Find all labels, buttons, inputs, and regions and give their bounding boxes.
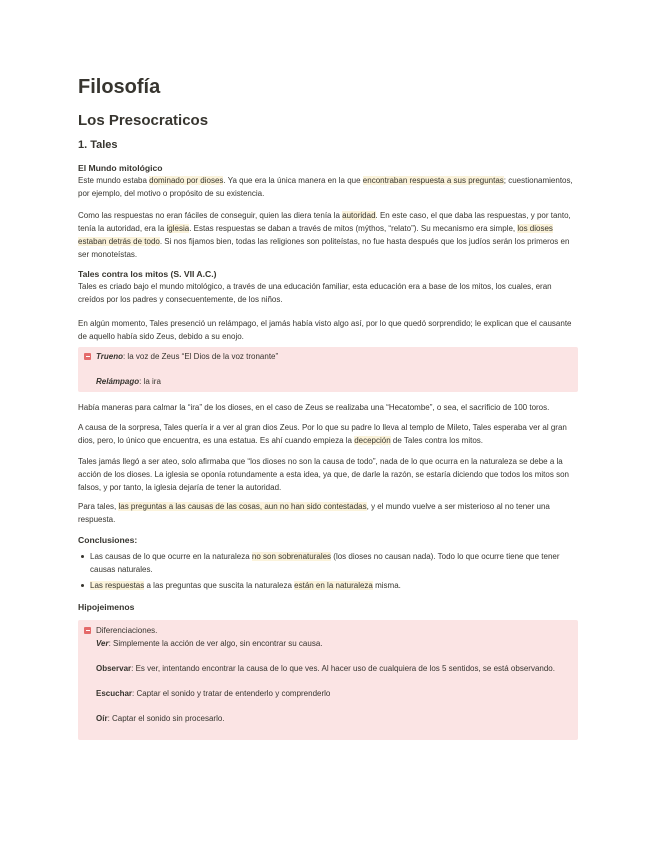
- callout-line-ver: Ver: Simplemente la acción de ver algo, sin encontrar su causa.: [96, 639, 323, 648]
- subsection-heading: 1. Tales: [78, 139, 118, 151]
- callout-line-oir: Oír: Captar el sonido sin procesarlo.: [96, 714, 225, 723]
- hipojeimenos-heading: Hipojeimenos: [78, 602, 135, 612]
- conclusiones-list: [78, 550, 578, 592]
- tales-block: [78, 268, 578, 306]
- list-item: Las causas de lo que ocurre en la naturaleza no son sobrenaturales (los dioses no causan nada). Todo lo que ocurre tiene que tener causas naturales.: [78, 550, 578, 576]
- callout-icon: [84, 627, 91, 634]
- conclusiones-block: [78, 534, 578, 592]
- conclusiones-heading: Conclusiones:: [78, 535, 138, 545]
- mundo-block: [78, 162, 578, 200]
- section-heading: Los Presocraticos: [78, 112, 209, 129]
- tales-heading: Tales contra los mitos (S. VII A.C.): [78, 269, 217, 279]
- callout-line-escuchar: Escuchar: Captar el sonido y tratar de entenderlo y comprenderlo: [96, 689, 331, 698]
- mundo-heading: El Mundo mitológico: [78, 163, 163, 173]
- tales-paragraph-5: Tales jamás llegó a ser ateo, solo afirmaba que “los dioses no son la causa de todo”, nada de lo que ocurra en la naturaleza se debe a la acción de los dioses. La iglesia se oponía rotundamente a esta idea, ya que, de darle la razón, se estaría diciendo que todos los mitos son falsos, y por tanto, la iglesia dejaría de tener la autoridad.: [78, 457, 569, 492]
- page-title: Filosofía: [78, 76, 161, 98]
- tales-paragraph-4: A causa de la sorpresa, Tales quería ir a ver al gran dios Zeus. Por lo que su padre lo lleva al templo de Mileto, Tales esperaba ver al gran dios, pero, lo único que encuentra, es una estatua. Es ahí cuando empieza la decepción de Tales contra los mitos.: [78, 423, 567, 445]
- list-item: Las respuestas a las preguntas que suscita la naturaleza están en la naturaleza misma.: [78, 579, 578, 592]
- callout-trueno: [78, 347, 578, 392]
- callout-diferenciaciones: [78, 620, 578, 740]
- callout-icon: [84, 353, 91, 360]
- tales-paragraph-1: Tales es criado bajo el mundo mitológico, a través de una educación familiar, esta educación era a base de los mitos, los cuales, eran creídos por los padres y consecuentemente, de los niños.: [78, 282, 552, 304]
- tales-paragraph-3: Había maneras para calmar la “ira” de los dioses, en el caso de Zeus se realizaba una “Hecatombe”, o sea, el sacrificio de 100 toros.: [78, 403, 550, 412]
- callout-line-relampago: Relámpago: la ira: [96, 377, 161, 386]
- callout-line-trueno: Trueno: la voz de Zeus “El Dios de la voz tronante”: [96, 352, 279, 361]
- callout-intro: Diferenciaciones.: [96, 626, 158, 635]
- mundo-paragraph-1: Este mundo estaba dominado por dioses. Ya que era la única manera en la que encontraban respuesta a sus preguntas; cuestionamientos, por ejemplo, del motivo o propósito de su existencia.: [78, 176, 573, 198]
- callout-line-observar: Observar: Es ver, intentando encontrar la causa de lo que ves. Al hacer uso de cualquiera de los 5 sentidos, se está observando.: [96, 664, 555, 673]
- tales-paragraph-6: Para tales, las preguntas a las causas de las cosas, aun no han sido contestadas, y el mundo vuelve a ser misterioso al no tener una respuesta.: [78, 502, 550, 524]
- tales-paragraph-2: En algún momento, Tales presenció un relámpago, el jamás había visto algo así, por lo que quedó sorprendido; le explican que el causante de aquello había sido Zeus, debido a su enojo.: [78, 319, 572, 341]
- mundo-paragraph-2: Como las respuestas no eran fáciles de conseguir, quien las diera tenía la autoridad. En este caso, el que daba las respuestas, y por tanto, tenía la autoridad, era la iglesia. Estas respuestas se daban a través de mitos (mýthos, “relato”). Su mecanismo era simple, los dioses estaban detrás de todo. Si nos fijamos bien, todas las religiones son politeístas, no fue hasta después que los judíos serán los primeros en ser monoteístas.: [78, 211, 571, 259]
